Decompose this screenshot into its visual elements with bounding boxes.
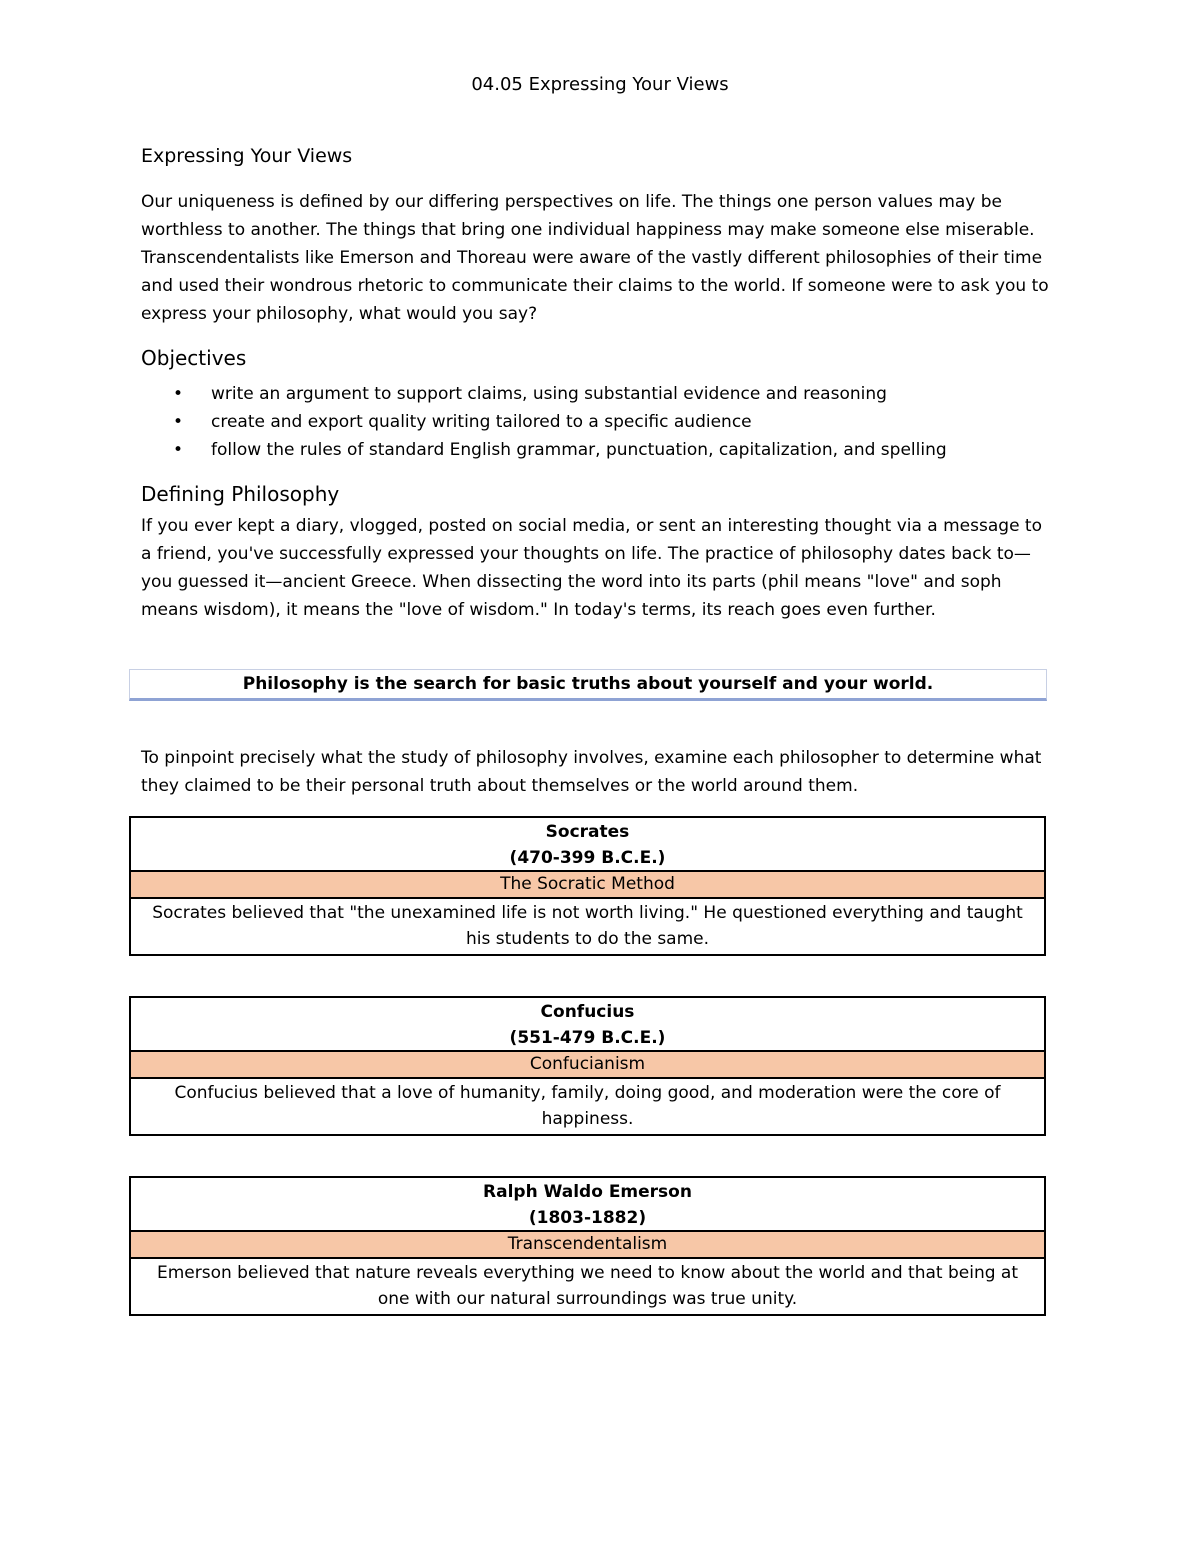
philosophy-school: The Socratic Method xyxy=(131,872,1044,899)
philosophy-callout: Philosophy is the search for basic truths about yourself and your world. xyxy=(129,669,1047,701)
philosopher-header xyxy=(131,998,1044,1052)
philosopher-name: Ralph Waldo Emerson xyxy=(483,1182,692,1202)
philosopher-dates: (551-479 B.C.E.) xyxy=(509,1028,666,1048)
philosopher-name: Confucius xyxy=(540,1002,635,1022)
bullet-icon: • xyxy=(173,440,184,460)
philosopher-card-confucius xyxy=(129,996,1046,1136)
followup-section xyxy=(141,744,1051,812)
philosopher-belief: Socrates believed that "the unexamined life is not worth living." He questioned everything and taught his students to do the same. xyxy=(152,903,1023,949)
philosopher-belief: Confucius believed that a love of humanity, family, doing good, and moderation were the core of happiness. xyxy=(174,1083,1001,1129)
intro-heading: Expressing Your Views xyxy=(141,145,353,167)
philosopher-header xyxy=(131,1178,1044,1232)
philosopher-dates: (470-399 B.C.E.) xyxy=(509,848,666,868)
objectives-heading: Objectives xyxy=(141,346,247,370)
objective-text: follow the rules of standard English grammar, punctuation, capitalization, and spelling xyxy=(211,440,947,460)
philosopher-dates: (1803-1882) xyxy=(528,1208,647,1228)
philosophy-school: Confucianism xyxy=(131,1052,1044,1079)
bullet-icon: • xyxy=(173,384,184,404)
philosopher-belief: Emerson believed that nature reveals everything we need to know about the world and that being at one with our natural surroundings was true unity. xyxy=(156,1263,1018,1309)
objective-text: create and export quality writing tailored to a specific audience xyxy=(211,412,752,432)
list-item xyxy=(141,408,1051,436)
list-item xyxy=(141,380,1051,408)
philosopher-header xyxy=(131,818,1044,872)
objectives-list xyxy=(141,380,1051,464)
list-item xyxy=(141,436,1051,464)
followup-paragraph: To pinpoint precisely what the study of philosophy involves, examine each philosopher to determine what they claimed to be their personal truth about themselves or the world around them. xyxy=(141,748,1042,796)
philosopher-card-socrates xyxy=(129,816,1046,956)
philosopher-name: Socrates xyxy=(545,822,630,842)
bullet-icon: • xyxy=(173,412,184,432)
main-content xyxy=(141,140,1051,636)
objective-text: write an argument to support claims, using substantial evidence and reasoning xyxy=(211,384,887,404)
defining-heading: Defining Philosophy xyxy=(141,482,340,506)
defining-paragraph: If you ever kept a diary, vlogged, posted on social media, or sent an interesting thought via a message to a friend, you've successfully expressed your thoughts on life. The practice of philosophy dates back to—you guessed it—ancient Greece. When dissecting the word into its parts (phil means "love" and soph means wisdom), it means the "love of wisdom." In today's terms, its reach goes even further. xyxy=(141,516,1042,620)
philosopher-card-emerson xyxy=(129,1176,1046,1316)
intro-paragraph: Our uniqueness is defined by our differing perspectives on life. The things one person values may be worthless to another. The things that bring one individual happiness may make someone else miserable. Transcendentalists like Emerson and Thoreau were aware of the vastly different philosophies of their time and used their wondrous rhetoric to communicate their claims to the world. If someone were to ask you to express your philosophy, what would you say? xyxy=(141,192,1049,324)
page-title: 04.05 Expressing Your Views xyxy=(471,74,729,95)
philosophy-school: Transcendentalism xyxy=(131,1232,1044,1259)
